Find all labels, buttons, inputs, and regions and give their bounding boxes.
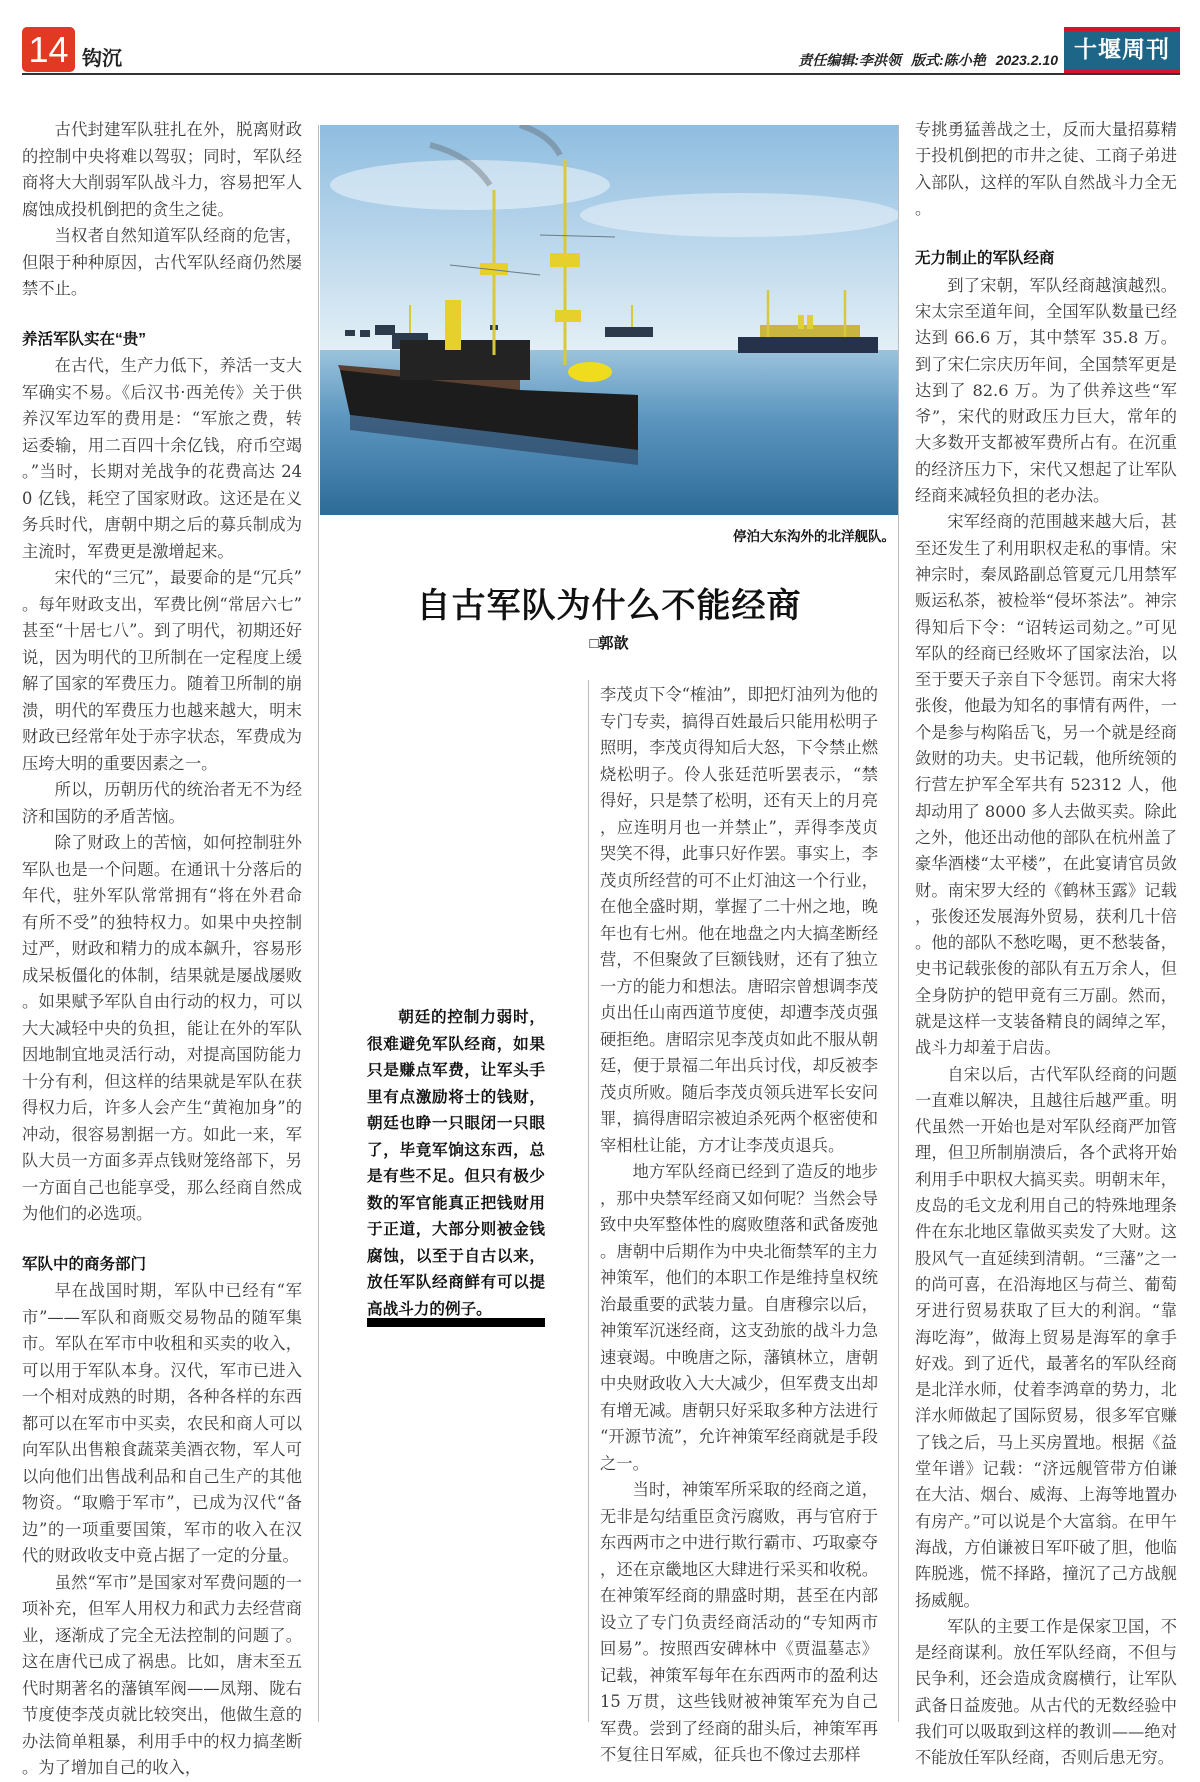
article-column-4 <box>915 117 1177 1772</box>
paragraph: 当时，神策军所采取的经商之道，无非是勾结重臣贪污腐败，再与官府于东西两市之中进行欺行霸市、巧取豪夺，还在京畿地区大肆进行采买和收税。在神策军经商的鼎盛时期，甚至在内部设立了专门负责经商活动的“专知两市回易”。按照西安碑林中《贾温墓志》记载，神策军每年在东西两市的盈利达 15 万贯，这些钱财被神策军充为自己军费。尝到了经商的甜头后，神策军再不复往日军威，征兵也不像过去那样 <box>600 1480 878 1764</box>
article-author: □郭歆 <box>589 635 629 652</box>
header-rule <box>22 73 1180 75</box>
photo-caption: 停泊大东沟外的北洋舰队。 <box>733 529 895 544</box>
paragraph: 宋代的“三冗”，最要命的是“冗兵”。每年财政支出，军费比例“常居六七”甚至“十居七八”。到了明代，初期还好说，因为明代的卫所制在一定程度上缓解了国家的军费压力。随着卫所制的崩溃，明代的军费压力也越来越大，明末财政已经常年处于赤字状态，军费成为压垮大明的重要因素之一。 <box>22 568 302 773</box>
section-heading: 军队中的商务部门 <box>22 1255 147 1273</box>
column-divider <box>898 125 899 1722</box>
paragraph: 李茂贞下令“榷油”，即把灯油列为他的专门专卖，搞得百姓最后只能用松明子照明，李茂贞得知后大怒，下令禁止燃烧松明子。伶人张廷范听罢表示，“禁得好，只是禁了松明，还有天上的月亮，应连明月也一并禁止”，弄得李茂贞哭笑不得，此事只好作罢。事实上，李茂贞所经营的可不止灯油这一个行业，在他全盛时期，掌握了二十州之地，晚年也有七州。他在地盘之内大搞垄断经营，不但聚敛了巨额钱财，还有了独立一方的能力和想法。唐昭宗曾想调李茂贞出任山南西道节度使，却遭李茂贞强硬拒绝。唐昭宗见李茂贞如此不服从朝廷，便于景福二年出兵讨伐，却反被李茂贞所败。随后李茂贞领兵进军长安问罪，搞得唐昭宗被迫杀死两个枢密使和宰相杜让能，方才让李茂贞退兵。 <box>600 685 878 1155</box>
column-divider <box>588 680 589 1722</box>
pull-quote-text: 朝廷的控制力弱时，很难避免军队经商，如果只是赚点军费，让军头手里有点激励将士的钱财，朝廷也睁一只眼闭一只眼了，毕竟军饷这东西，总是有些不足。但只有极少数的军官能真正把钱财用于正道，大部分则被金钱腐蚀，以至于自古以来，放任军队经商鲜有可以提高战斗力的例子。 <box>367 1007 545 1318</box>
column-divider <box>318 125 319 1722</box>
paragraph: 宋军经商的范围越来越大后，甚至还发生了利用职权走私的事情。宋神宗时，秦凤路副总管夏元几用禁军贩运私茶，被检举“侵坏茶法”。神宗得知后下令：“诏转运司劾之。”可见军队的经商已经败坏了国家法治，以至于要天子亲自下令惩罚。南宋大将张俊，他最为知名的事情有两件，一个是参与构陷岳飞，另一个就是经商敛财的功夫。史书记载，他所统领的行营左护军全军共有 52312 人，他却动用了 8000 多人去做买卖。除此之外，他还出动他的部队在杭州盖了豪华酒楼“太平楼”，在此宴请官员敛财。南宋罗大经的《鹤林玉露》记载，张俊还发展海外贸易，获利几十倍。他的部队不愁吃喝，更不愁装备，史书记载张俊的部队有五万余人，但全身防护的铠甲竟有三万副。然而，就是这样一支装备精良的阔绰之军，战斗力却羞于启齿。 <box>915 512 1177 1058</box>
pull-quote-bar <box>367 1318 545 1327</box>
paragraph: 自宋以后，古代军队经商的问题一直难以解决，且越往后越严重。明代虽然一开始也是对军队经商严加管理，但卫所制崩溃后，各个武将开始利用手中职权大搞买卖。明朝末年，皮岛的毛文龙利用自己的特殊地理条件在东北地区靠做买卖发了大财。这股风气一直延续到清朝。“三藩”之一的尚可喜，在沿海地区与荷兰、葡萄牙进行贸易获取了巨大的利润。“靠海吃海”，做海上贸易是海军的拿手好戏。到了近代，最著名的军队经商是北洋水师，仗着李鸿章的势力，北洋水师做起了国际贸易，很多军官赚了钱之后，马上买房置地。根据《益堂年谱》记载：“济远舰管带方伯谦在大沽、烟台、威海、上海等地置办有房产。”可以说是个大富翁。在甲午海战，方伯谦被日军吓破了胆，他临阵脱逃，慌不择路，撞沉了己方战舰扬威舰。 <box>915 1064 1177 1610</box>
article-title: 自古军队为什么不能经商 <box>416 586 802 626</box>
paragraph: 当权者自然知道军队经商的危害，但限于种种原因，古代军队经商仍然屡禁不止。 <box>22 226 302 298</box>
section-name: 钩沉 <box>82 48 122 70</box>
paragraph: 军队的主要工作是保家卫国，不是经商谋利。放任军队经商，不但与民争利，还会造成贪腐横行，让军队武备日益废弛。从古代的无数经验中我们可以吸取到这样的教训——绝对不能放任军队经商，否则后患无穷。 <box>915 1616 1177 1768</box>
layout-label: 版式:陈小艳 <box>911 52 986 68</box>
pull-quote <box>367 1004 545 1322</box>
article-column-1 <box>22 117 302 1782</box>
paragraph: 专挑勇猛善战之士，反而大量招募精于投机倒把的市井之徒、工商子弟进入部队，这样的军队自然战斗力全无。 <box>915 120 1177 218</box>
paragraph: 古代封建军队驻扎在外，脱离财政的控制中央将难以驾驭；同时，军队经商将大大削弱军队战斗力，容易把军人腐蚀成投机倒把的贪生之徒。 <box>22 120 302 219</box>
article-column-3 <box>600 682 878 1769</box>
fleet-photo <box>320 125 898 515</box>
paragraph: 所以，历朝历代的统治者无不为经济和国防的矛盾苦恼。 <box>22 780 302 826</box>
issue-date: 2023.2.10 <box>995 52 1058 68</box>
editor-label: 责任编辑:李洪领 <box>798 52 902 68</box>
paragraph: 虽然“军市”是国家对军费问题的一项补充，但军人用权力和武力去经营商业，逐渐成了完全无法控制的问题了。这在唐代已成了祸患。比如，唐末至五代时期著名的藩镇军阀——凤翔、陇右节度使李茂贞就比较突出，他做生意的办法简单粗暴，利用手中的权力搞垄断。为了增加自己的收入， <box>22 1572 302 1777</box>
paragraph: 到了宋朝，军队经商越演越烈。宋太宗至道年间，全国军队数量已经达到 66.6 万，其中禁军 35.8 万。到了宋仁宗庆历年间，全国禁军更是达到了 82.6 万。为了供养这些“军爷”，宋代的财政压力巨大，常年的大多数开支都被军费所占有。在沉重的经济压力下，宋代又想起了让军队经商来减轻负担的老办法。 <box>915 275 1177 506</box>
newspaper-logo: 十堰周刊 <box>1064 27 1180 73</box>
paragraph: 在古代，生产力低下，养活一支大军确实不易。《后汉书·西羌传》关于供养汉军边军的费用是：“军旅之费，转运委输，用二百四十余亿钱，府币空竭。”当时，长期对羌战争的花费高达 240 亿钱，耗空了国家财政。这还是在义务兵时代，唐朝中期之后的募兵制成为主流时，军费更是激增起来。 <box>22 356 302 561</box>
page-number: 14 <box>22 27 75 72</box>
section-heading: 无力制止的军队经商 <box>915 250 1055 268</box>
paragraph: 除了财政上的苦恼，如何控制驻外军队也是一个问题。在通讯十分落后的年代，驻外军队常常拥有“将在外君命有所不受”的独特权力。如果中央控制过严，财政和精力的成本飙升，容易形成呆板僵化的体制，结果就是屡战屡败。如果赋予军队自由行动的权力，可以大大减轻中央的负担，能让在外的军队因地制宜地灵活行动，对提高国防能力十分有利，但这样的结果就是军队在获得权力后，许多人会产生“黄袍加身”的冲动，很容易割据一方。如此一来，军队大员一方面多弄点钱财笼络部下，另一方面自己也能享受，那么经商自然成为他们的必选项。 <box>22 833 302 1223</box>
editor-credits <box>788 50 1058 70</box>
paragraph: 早在战国时期，军队中已经有“军市”——军队和商贩交易物品的随军集市。军队在军市中收租和买卖的收入，可以用于军队本身。汉代，军市已进入一个相对成熟的时期，各种各样的东西都可以在军市中买卖，农民和商人可以向军队出售粮食蔬菜美酒衣物，军人可以向他们出售战利品和自己生产的其他物资。“取赡于军市”，已成为汉代“备边”的一项重要国策，军市的收入在汉代的财政收支中竟占据了一定的分量。 <box>22 1281 302 1565</box>
section-heading: 养活军队实在“贵” <box>22 330 147 348</box>
paragraph: 地方军队经商已经到了造反的地步，那中央禁军经商又如何呢？当然会导致中央军整体性的腐败堕落和武备废弛。唐朝中后期作为中央北衙禁军的主力神策军，他们的本职工作是维持皇权统治最重要的武装力量。自唐穆宗以后，神策军沉迷经商，这支劲旅的战斗力急速衰竭。中晚唐之际，藩镇林立，唐朝中央财政收入大大减少，但军费支出却有增无减。唐朝只好采取多种方法进行“开源节流”，允许神策军经商就是手段之一。 <box>600 1162 878 1473</box>
